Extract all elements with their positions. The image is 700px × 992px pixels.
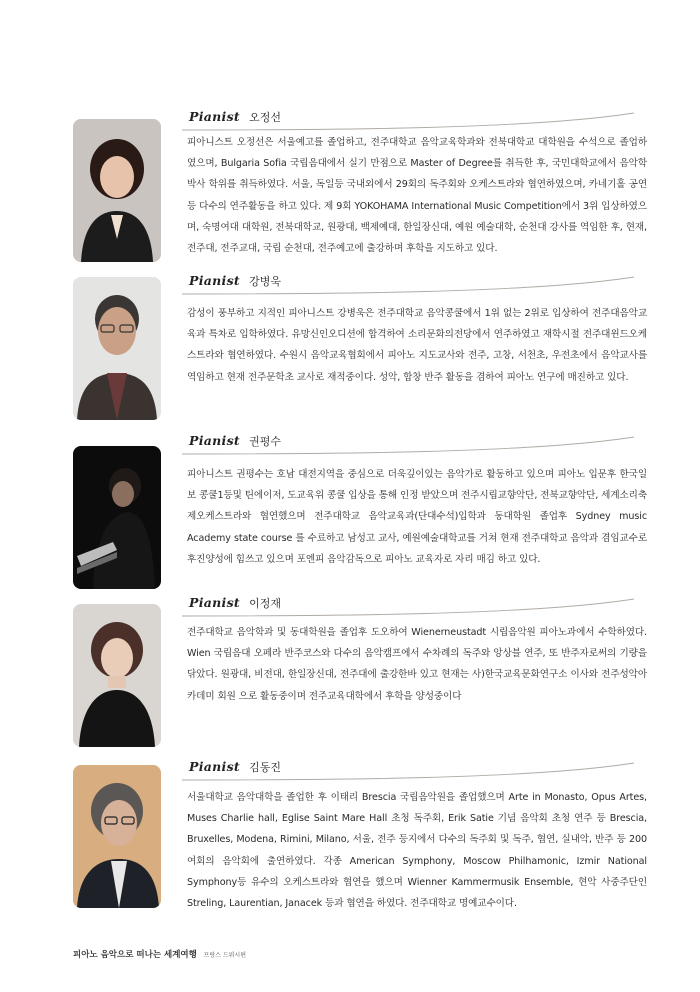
bio-text: 전주대학교 음악학과 및 동대학원을 졸업후 도오하여 Wienerneustadt 시립음악원 피아노과에서 수학하였다. Wien 국립음대 오페라 반주코스와 다수의 음악캠프에서 수차례의 독주와 앙상블 연주, 또 반주자로써의 기량을 닦았다. 원광대, 비전대, 한일장신대, 전주대에 출강한바 있고 현재는 사)한국교육문화연구소 이사와 전주성악아카데미 회원 으로 활동중이며 전주교육대학에서 후학을 양성중이다: [187, 627, 647, 702]
performer-name: 김동진: [249, 761, 281, 774]
heading-swoosh-divider: [182, 762, 634, 782]
bio-kang-byeongwook: [0, 270, 700, 430]
heading-swoosh-divider: [182, 598, 634, 618]
portrait-photo: [73, 119, 161, 262]
bio-oh-jungsun: [0, 106, 700, 266]
footer-title: 피아노 음악으로 떠나는 세계여행: [73, 950, 197, 960]
performer-name: 강병욱: [249, 275, 281, 288]
role-label: Pianist: [189, 595, 240, 610]
bio-text: 피아니스트 오정선은 서울예고를 졸업하고, 전주대학교 음악교육학과와 전북대학교 대학원을 수석으로 졸업하였으며, Bulgaria Sofia 국립음대에서 실기 만점으로 Master of Degree를 취득한 후, 국민대학교에서 음악학 박사 학위를 취득하였다. 서울, 독일등 국내외에서 29회의 독주회와 오케스트라와 협연하였으며, 카네기홀 공연등 다수의 연주활동을 하고 있다. 제 9회 YOKOHAMA International Music Competition에서 3위 입상하였으며, 숙명여대 대학원, 전북대학교, 원광대, 백제예대, 한일장신대, 예원 예술대학, 순천대 강사를 역임한 후, 현재, 전주대, 전주교대, 국립 순천대, 전주예고에 출강하며 후학을 지도하고 있다.: [187, 137, 647, 255]
page-footer: [73, 948, 246, 960]
bio-text: 감성이 풍부하고 지적인 피아니스트 강병욱은 전주대학교 음악콩쿨에서 1위 없는 2위로 입상하여 전주대음악교육과 특차로 입학하였다. 유망신인오디션에 합격하여 소리문화의전당에서 연주하였고 재학시절 전주대윈드오케스트라와 협연하였다. 수원시 음악교육협회에서 피아노 지도교사와 전주, 고창, 서천초, 우전초에서 음악교사를 역임하고 현재 전주문학초 교사로 재적중이다. 성악, 합창 반주 활동을 겸하여 피아노 연구에 매진하고 있다.: [187, 308, 647, 383]
performer-name: 이정재: [249, 597, 281, 610]
portrait-photo: [73, 604, 161, 747]
portrait-photo: [73, 765, 161, 908]
bio-text: 피아니스트 권평수는 호남 대전지역을 중심으로 더욱깊이있는 음악가로 활동하고 있으며 피아노 입문후 한국일보 콩쿨1등및 틴에이저, 도교육위 콩쿨 입상을 통해 인정 받았으며 전주시립교향악단, 전북교향악단, 세계소리축제오케스트라와 협연했으며 전주대학교 음악교육과(단대수석)입학과 동대학원 졸업후 Sydney music Academy state course 를 수료하고 남성고 교사, 예원예술대학교를 거쳐 현재 전주대학교 음악과 겸임교수로 후진양성에 힘쓰고 있으며 포엔피 음악감독으로 피아노 교육자로 자리 매김 하고 있다.: [187, 469, 647, 565]
role-label: Pianist: [189, 273, 240, 288]
performer-name: 오정선: [249, 111, 281, 124]
bio-kim-dongjin: [0, 756, 700, 916]
performer-name: 권평수: [249, 435, 281, 448]
heading-swoosh-divider: [182, 436, 634, 456]
bio-kwon-pyeongsu: [0, 430, 700, 590]
role-label: Pianist: [189, 759, 240, 774]
bio-text: 서울대학교 음악대학을 졸업한 후 이태리 Brescia 국립음악원을 졸업했으며 Arte in Monasto, Opus Artes, Muses Charlie hall, Eglise Saint Mare Hall 초청 독주회, Erik Satie 기념 음악회 초청 연주 등 Brescia, Bruxelles, Modena, Rimini, Milano, 서울, 전주 등지에서 다수의 독주회 및 독주, 협연, 실내악, 반주 등 200여회의 음악회에 출연하였다. 각종 American Symphony, Moscow Philhamonic, Izmir National Symphony등 유수의 오케스트라와 협연을 했으며 Wienner Kammermusik Ensemble, 현악 사중주단인 Streling, Laurentian, Janacek 등과 협연을 하였다. 전주대학교 명예교수이다.: [187, 792, 647, 910]
heading-swoosh-divider: [182, 276, 634, 296]
role-label: Pianist: [189, 109, 240, 124]
footer-subtitle: 프랑스 드뷔시편: [203, 952, 247, 959]
heading-swoosh-divider: [182, 112, 634, 132]
portrait-photo: [73, 277, 161, 420]
role-label: Pianist: [189, 433, 240, 448]
portrait-photo: [73, 446, 161, 589]
bio-lee-jungjae: [0, 592, 700, 752]
